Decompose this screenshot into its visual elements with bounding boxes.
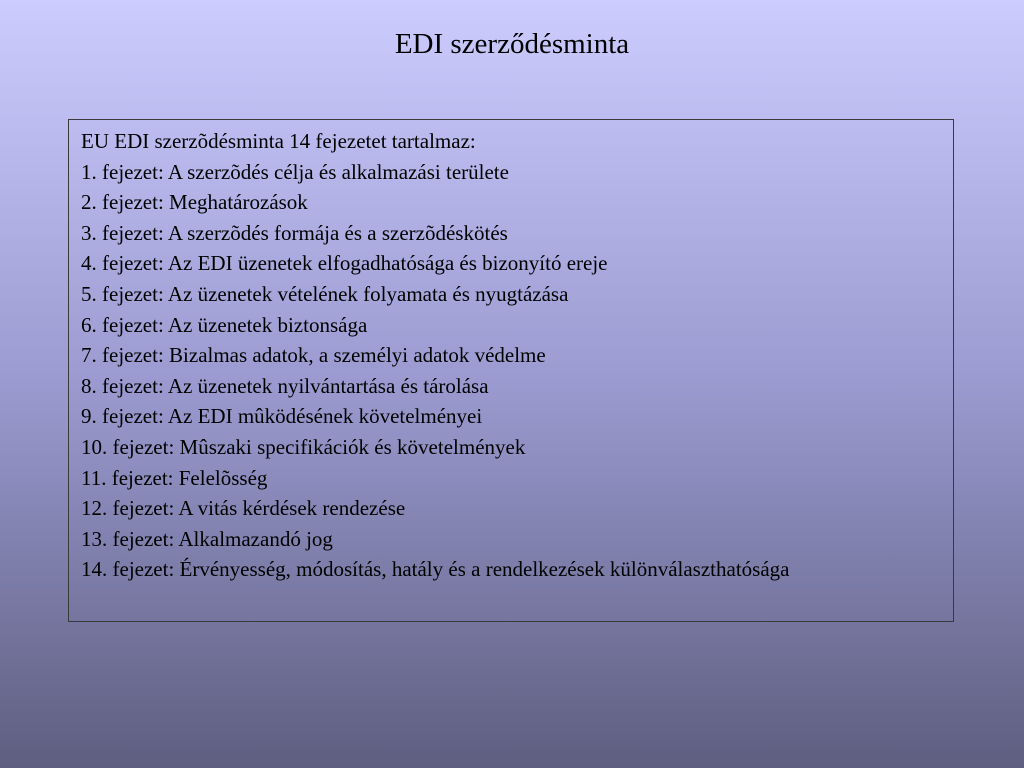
chapter-item-12: 12. fejezet: A vitás kérdések rendezése xyxy=(81,496,406,521)
chapter-item-14: 14. fejezet: Érvényesség, módosítás, hatály és a rendelkezések különválaszthatósága xyxy=(81,557,790,582)
chapter-item-7: 7. fejezet: Bizalmas adatok, a személyi adatok védelme xyxy=(81,343,546,368)
chapter-item-13: 13. fejezet: Alkalmazandó jog xyxy=(81,526,333,551)
chapter-item-10: 10. fejezet: Mûszaki specifikációk és követelmények xyxy=(81,434,526,459)
chapter-item-3: 3. fejezet: A szerzõdés formája és a szerzõdéskötés xyxy=(81,220,508,245)
chapter-item-8: 8. fejezet: Az üzenetek nyilvántartása és tárolása xyxy=(81,373,489,398)
chapter-item-9: 9. fejezet: Az EDI mûködésének követelményei xyxy=(81,404,483,429)
content-box xyxy=(68,119,954,622)
chapter-item-5: 5. fejezet: Az üzenetek vételének folyamata és nyugtázása xyxy=(81,281,569,306)
chapter-item-4: 4. fejezet: Az EDI üzenetek elfogadhatósága és bizonyító ereje xyxy=(81,251,608,276)
chapter-item-1: 1. fejezet: A szerzõdés célja és alkalmazási területe xyxy=(81,159,509,184)
intro-line: EU EDI szerzõdésminta 14 fejezetet tartalmaz: xyxy=(81,129,476,153)
chapter-item-6: 6. fejezet: Az üzenetek biztonsága xyxy=(81,312,368,337)
chapter-item-2: 2. fejezet: Meghatározások xyxy=(81,190,308,215)
slide-title: EDI szerződésminta xyxy=(394,28,630,60)
chapter-item-11: 11. fejezet: Felelõsség xyxy=(81,465,268,490)
